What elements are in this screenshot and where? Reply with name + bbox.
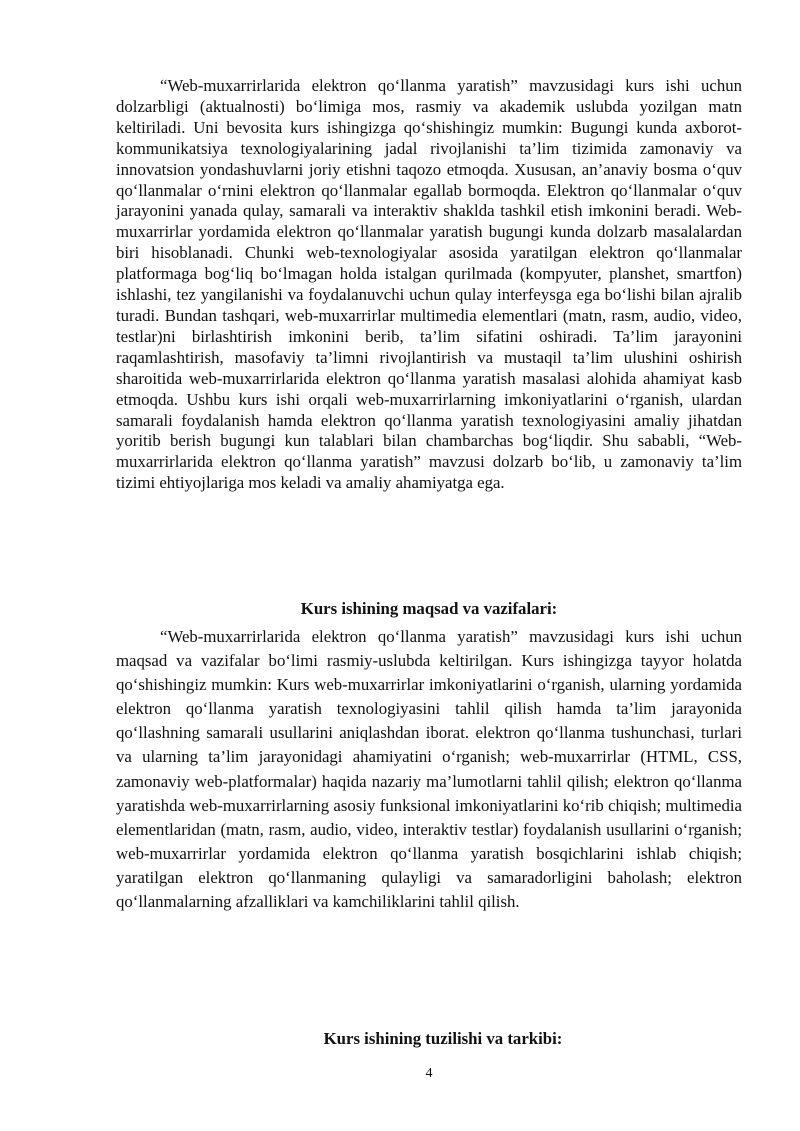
page-number: 4 <box>425 1066 433 1081</box>
goals-paragraph: “Web-muxarrirlarida elektron qo‘llanma yaratish” mavzusidagi kurs ishi uchun maqsad va vazifalar bo‘limi rasmiy-uslubda keltirilgan. Kurs ishingizga tayyor holatda qo‘shishingiz mumkin: Kurs web-muxarrirlar imkoniyatlarini o‘rganish, ularning yordamida elektron qo‘llanma yaratish texnologiyasini tahlil qilish hamda ta’lim jarayonida qo‘llashning samarali usullarini aniqlashdan iborat. elektron qo‘llanma tushunchasi, turlari va ularning ta’lim jarayonidagi ahamiyatini o‘rganish; web-muxarrirlar (HTML, CSS, zamonaviy web-platformalar) haqida nazariy ma’lumotlarni tahlil qilish; elektron qo‘llanma yaratishda web-muxarrirlarning asosiy funksional imkoniyatlarini ko‘rib chiqish; multimedia elementlaridan (matn, rasm, audio, video, interaktiv testlar) foydalanish usullarini o‘rganish; web-muxarrirlar yordamida elektron qo‘llanma yaratish bosqichlarini ishlab chiqish; yaratilgan elektron qo‘llanmaning qulayligi va samaradorligini baholash; elektron qo‘llanmalarning afzalliklari va kamchiliklarini tahlil qilish. <box>116 627 742 912</box>
structure-heading: Kurs ishining tuzilishi va tarkibi: <box>323 1029 563 1048</box>
relevance-paragraph: “Web-muxarrirlarida elektron qo‘llanma yaratish” mavzusidagi kurs ishi uchun dolzarbligi (aktualnosti) bo‘limiga mos, rasmiy va akademik uslubda yozilgan matn keltiriladi. Uni bevosita kurs ishingizga qo‘shishingiz mumkin: Bugungi kunda axborot-kommunikatsiya texnologiyalarining jadal rivojlanishi ta’lim tizimida zamonaviy va innovatsion yondashuvlarni joriy etishni taqozo etmoqda. Xususan, an’anaviy bosma o‘quv qo‘llanmalar o‘rnini elektron qo‘llanmalar egallab bormoqda. Elektron qo‘llanmalar o‘quv jarayonini yanada qulay, samarali va interaktiv shaklda tashkil etish imkonini beradi. Web-muxarrirlar yordamida elektron qo‘llanmalar yaratish bugungi kunda dolzarb masalalardan biri hisoblanadi. Chunki web-texnologiyalar asosida yaratilgan elektron qo‘llanmalar platformaga bog‘liq bo‘lmagan holda istalgan qurilmada (kompyuter, planshet, smartfon) ishlashi, tez yangilanishi va foydalanuvchi uchun qulay interfeysga ega bo‘lishi bilan ajralib turadi. Bundan tashqari, web-muxarrirlar multimedia elementlari (matn, rasm, audio, video, testlar)ni birlashtirish imkonini berib, ta’lim sifatini oshiradi. Ta’lim jarayonini raqamlashtirish, masofaviy ta’limni rivojlantirish va mustaqil ta’lim ulushini oshirish sharoitida web-muxarrirlarida elektron qo‘llanma yaratish masalasi alohida ahamiyat kasb etmoqda. Ushbu kurs ishi orqali web-muxarrirlarning imkoniyatlarini o‘rganish, ulardan samarali foydalanish hamda elektron qo‘llanma yaratish texnologiyasini amaliy jihatdan yoritib berish bugungi kun talablari bilan chambarchas bog‘liqdir. Shu sababli, “Web-muxarrirlarida elektron qo‘llanma yaratish” mavzusi dolzarb bo‘lib, u zamonaviy ta’lim tizimi ehtiyojlariga mos keladi va amaliy ahamiyatga ega. <box>116 76 742 493</box>
goals-heading: Kurs ishining maqsad va vazifalari: <box>300 599 558 618</box>
